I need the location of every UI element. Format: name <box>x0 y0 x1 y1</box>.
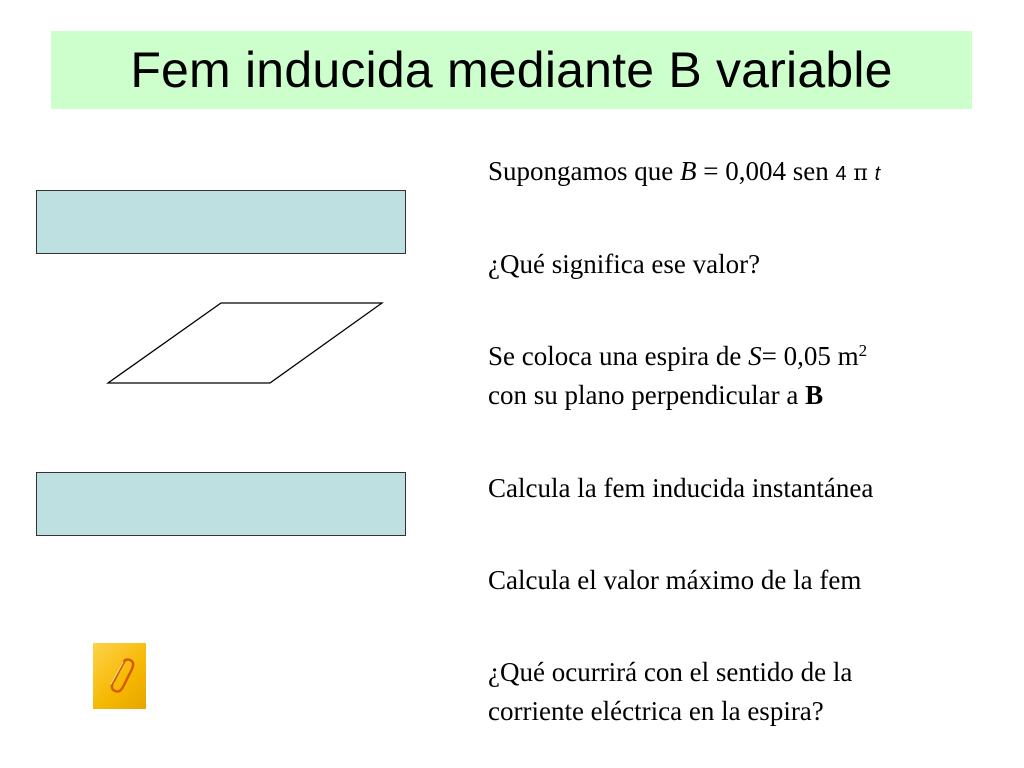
wire-loop <box>105 300 387 388</box>
question-direction-line2: corriente eléctrica en la espira? <box>488 696 824 726</box>
statement-b-field <box>488 155 880 191</box>
magnet-pole-top <box>36 190 406 254</box>
task-instant-emf: Calcula la fem inducida instantánea <box>488 473 874 503</box>
question-direction-line1: ¿Qué ocurrirá con el sentido de la <box>488 657 853 687</box>
equation-value: = 0,004 sen <box>696 156 836 186</box>
var-b: B <box>680 156 697 186</box>
paperclip-glyph <box>103 654 137 698</box>
coefficient-four: 4 <box>835 163 847 185</box>
task-max-emf: Calcula el valor máximo de la fem <box>488 565 862 595</box>
var-s: S <box>748 341 762 371</box>
var-t: t <box>874 163 881 185</box>
pi-symbol: π <box>853 161 868 186</box>
magnet-pole-bottom <box>36 472 406 536</box>
loop-prefix: Se coloca una espira de <box>488 341 749 371</box>
area-exponent: 2 <box>858 341 868 360</box>
paperclip-icon[interactable] <box>93 643 146 709</box>
bold-b: B <box>805 380 824 410</box>
question-meaning: ¿Qué significa ese valor? <box>488 249 761 279</box>
statement-loop-plane <box>488 379 823 412</box>
title-bar <box>51 31 972 109</box>
statement-prefix: Supongamos que <box>488 156 680 186</box>
slide-title: Fem inducida mediante B variable <box>130 42 893 98</box>
statement-loop-area <box>488 340 867 373</box>
area-value: = 0,05 m <box>761 341 859 371</box>
plane-text: con su plano perpendicular a <box>488 380 806 410</box>
